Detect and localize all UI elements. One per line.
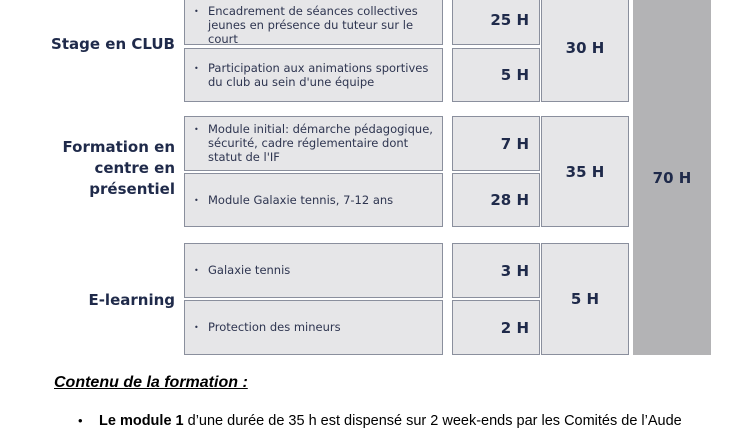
module-name: Le module 1 bbox=[99, 413, 184, 429]
section-label-elearning: E-learning bbox=[88, 291, 175, 309]
item-text: Encadrement de séances collectives jeunes en présence du tuteur sur le court bbox=[208, 4, 418, 46]
item-text: Galaxie tennis bbox=[208, 263, 291, 277]
item-encadrement bbox=[184, 0, 443, 45]
hours-protection-mineurs: 2 H bbox=[452, 300, 540, 355]
item-text: Protection des mineurs bbox=[208, 320, 341, 334]
bullet-icon: • bbox=[194, 7, 199, 16]
item-galaxie-tennis bbox=[184, 243, 443, 298]
bullet-icon: • bbox=[194, 196, 199, 205]
hours-module-initial: 7 H bbox=[452, 116, 540, 171]
hours-encadrement: 25 H bbox=[452, 0, 540, 45]
item-module-initial bbox=[184, 116, 443, 171]
module-description: d’une durée de 35 h est dispensé sur 2 week-ends par les Comités de l’Aude bbox=[183, 413, 682, 429]
bullet-icon: • bbox=[78, 413, 83, 428]
content-bullet-line bbox=[78, 413, 682, 429]
hours-participation: 5 H bbox=[452, 48, 540, 102]
section-label-formation-centre: Formation en centre en présentiel bbox=[62, 138, 175, 198]
item-text: Module Galaxie tennis, 7-12 ans bbox=[208, 193, 394, 207]
bullet-icon: • bbox=[194, 125, 199, 134]
content-heading: Contenu de la formation : bbox=[54, 374, 248, 391]
total-elearning: 5 H bbox=[541, 243, 629, 355]
item-module-galaxie bbox=[184, 173, 443, 227]
item-participation bbox=[184, 48, 443, 102]
hours-module-galaxie: 28 H bbox=[452, 173, 540, 227]
bullet-icon: • bbox=[194, 64, 199, 73]
item-text: Participation aux animations sportives du club au sein d'une équipe bbox=[208, 61, 429, 89]
item-protection-mineurs bbox=[184, 300, 443, 355]
grand-total: 70 H bbox=[633, 0, 711, 355]
total-stage-club: 30 H bbox=[541, 0, 629, 102]
bullet-icon: • bbox=[194, 323, 199, 332]
item-text: Module initial: démarche pédagogique, sécurité, cadre réglementaire dont statut de l'IF bbox=[208, 122, 433, 164]
bullet-icon: • bbox=[194, 266, 199, 275]
hours-galaxie-tennis: 3 H bbox=[452, 243, 540, 298]
total-formation-centre: 35 H bbox=[541, 116, 629, 227]
section-label-stage-club: Stage en CLUB bbox=[51, 35, 175, 53]
